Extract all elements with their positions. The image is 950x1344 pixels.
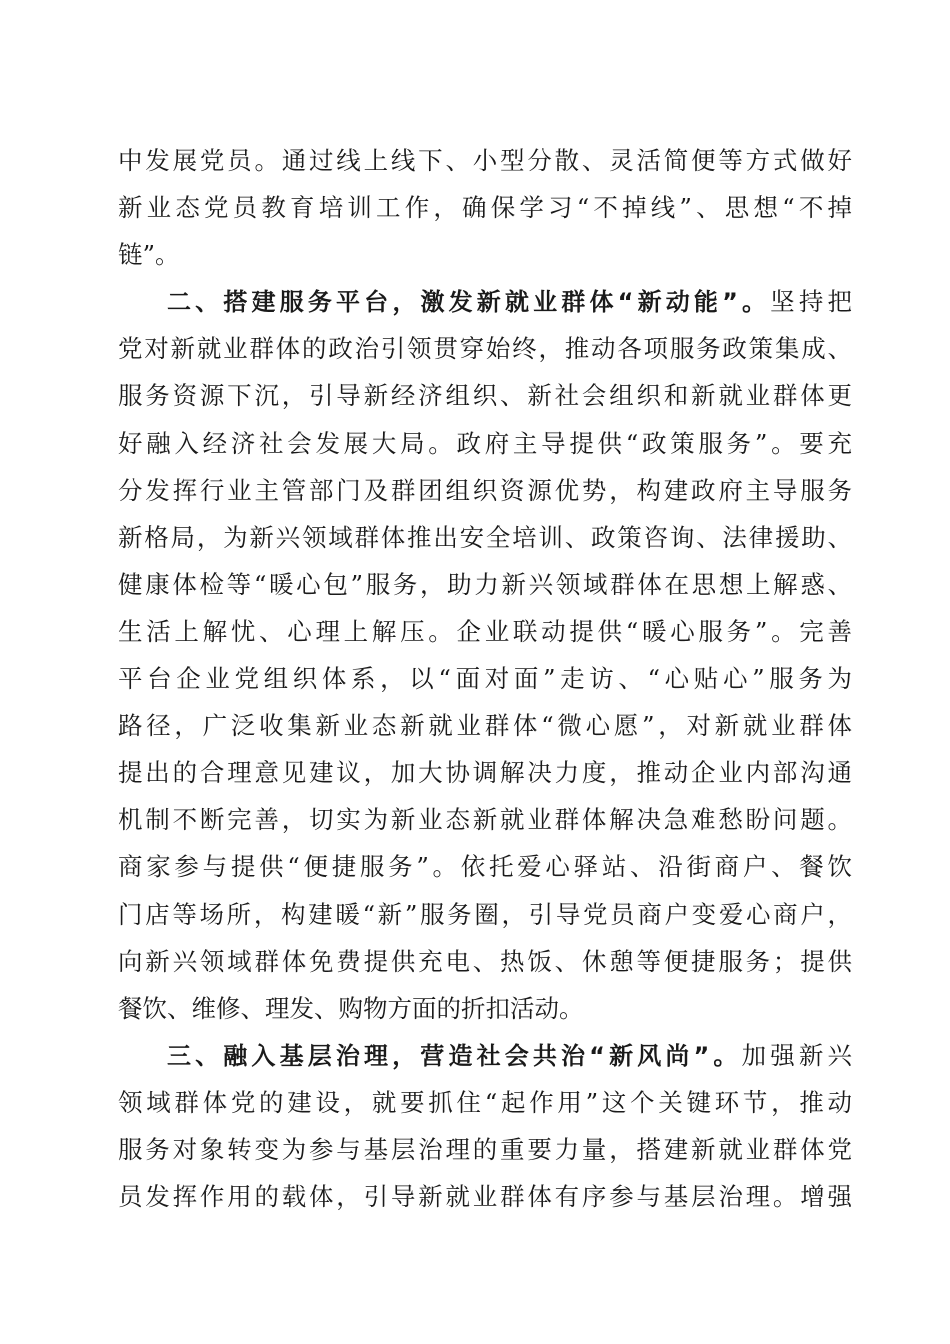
text-line: 员发挥作用的载体，引导新就业群体有序参与基层治理。增强 <box>118 1182 852 1212</box>
text-line: 餐饮、维修、理发、购物方面的折扣活动。 <box>118 993 584 1023</box>
section-heading-3: 三、融入基层治理，营造社会共治“新风尚”。 <box>167 1041 742 1070</box>
text-line: 路径，广泛收集新业态新就业群体“微心愿”，对新就业群体 <box>118 711 852 741</box>
section-heading-line <box>118 1032 852 1079</box>
text-line: 向新兴领域群体免费提供充电、热饭、休憩等便捷服务；提供 <box>118 946 852 976</box>
text-line: 提出的合理意见建议，加大协调解决力度，推动企业内部沟通 <box>118 758 852 788</box>
text-line: 门店等场所，构建暖“新”服务圈，引导党员商户变爱心商户， <box>118 899 852 929</box>
text-line: 新业态党员教育培训工作，确保学习“不掉线”、思想“不掉 <box>118 193 852 223</box>
heading-line-text: 加强新兴 <box>741 1040 852 1070</box>
text-line: 商家参与提供“便捷服务”。依托爱心驿站、沿街商户、餐饮 <box>118 852 852 882</box>
text-line: 领域群体党的建设，就要抓住“起作用”这个关键环节，推动 <box>118 1087 852 1117</box>
text-line: 平台企业党组织体系，以“面对面”走访、“心贴心”服务为 <box>118 664 852 694</box>
section-heading-line <box>118 278 852 325</box>
text-line: 新格局，为新兴领域群体推出安全培训、政策咨询、法律援助、 <box>118 522 852 552</box>
heading-line-text: 坚持把 <box>770 287 852 317</box>
document-body <box>118 137 852 1220</box>
text-line: 好融入经济社会发展大局。政府主导提供“政策服务”。要充 <box>118 428 852 458</box>
text-line: 分发挥行业主管部门及群团组织资源优势，构建政府主导服务 <box>118 475 852 505</box>
text-line: 健康体检等“暖心包”服务，助力新兴领域群体在思想上解惑、 <box>118 569 852 599</box>
text-line: 链”。 <box>118 240 180 270</box>
text-line: 党对新就业群体的政治引领贯穿始终，推动各项服务政策集成、 <box>118 334 852 364</box>
text-line: 服务对象转变为参与基层治理的重要力量，搭建新就业群体党 <box>118 1134 852 1164</box>
text-line: 生活上解忧、心理上解压。企业联动提供“暖心服务”。完善 <box>118 616 852 646</box>
text-line: 中发展党员。通过线上线下、小型分散、灵活简便等方式做好 <box>118 146 852 175</box>
text-line: 机制不断完善，切实为新业态新就业群体解决急难愁盼问题。 <box>118 805 852 835</box>
text-line: 服务资源下沉，引导新经济组织、新社会组织和新就业群体更 <box>118 381 852 411</box>
section-heading-2: 二、搭建服务平台，激发新就业群体“新动能”。 <box>167 288 771 317</box>
